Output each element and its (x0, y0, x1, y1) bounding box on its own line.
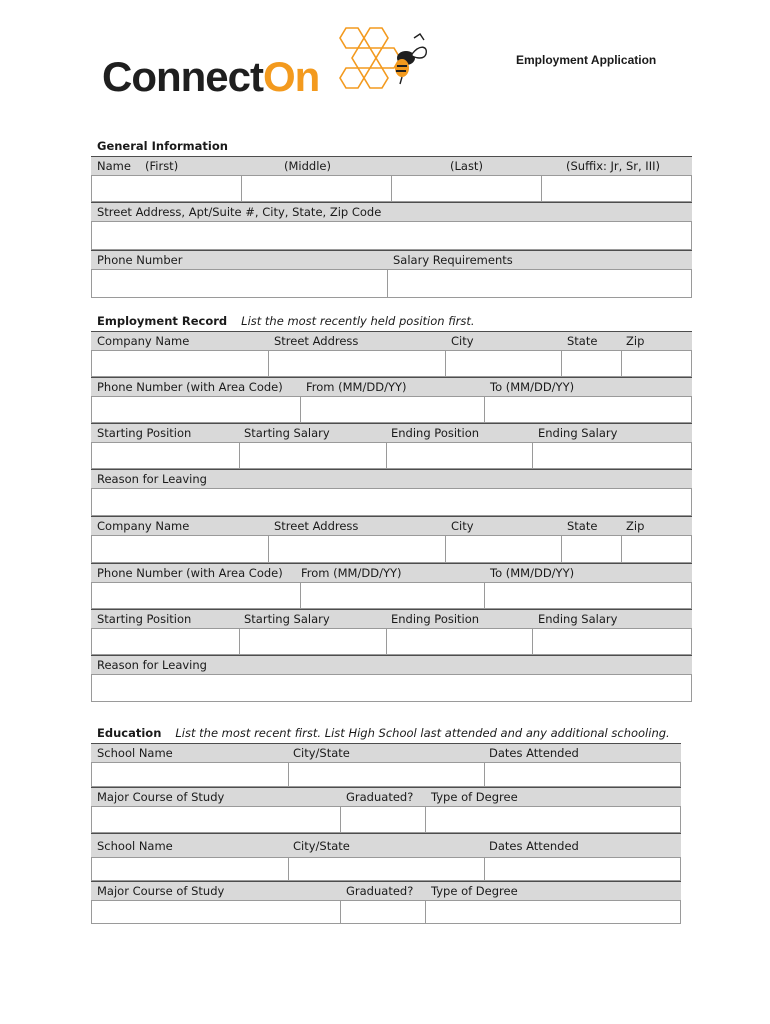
school-label-row-1 (91, 743, 681, 762)
company-name-input[interactable] (92, 536, 268, 562)
logo-wordmark: ConnectOn (102, 53, 320, 100)
city-label: City (451, 334, 474, 348)
employer-phone-input[interactable] (92, 583, 300, 608)
employer-phone-input[interactable] (92, 397, 300, 422)
from-date-input[interactable] (300, 583, 485, 608)
street-address-label: Street Address (274, 334, 359, 348)
school-name-input[interactable] (92, 763, 288, 786)
first-name-input[interactable] (92, 176, 241, 201)
graduated-label: Graduated? (346, 884, 414, 898)
honeycomb-bee-icon (334, 24, 434, 104)
major-input-row-1 (91, 806, 681, 833)
company-name-input[interactable] (92, 351, 268, 376)
from-date-label: From (MM/DD/YY) (301, 566, 402, 580)
document-title: Employment Application (516, 53, 657, 67)
position-label-row-1 (91, 423, 692, 442)
state-label: State (567, 334, 598, 348)
position-label-row-2 (91, 609, 692, 628)
city-input[interactable] (445, 351, 562, 376)
education-note: List the most recent first. List High School last attended and any additional schooling. (175, 726, 670, 740)
ending-position-label: Ending Position (391, 426, 480, 440)
last-name-label: (Last) (450, 159, 483, 173)
phone-dates-label-row-2 (91, 563, 692, 582)
ending-salary-label: Ending Salary (538, 426, 618, 440)
major-label-row-2 (91, 881, 681, 900)
city-state-input[interactable] (288, 763, 485, 786)
zip-label: Zip (626, 334, 645, 348)
street-address-input[interactable] (268, 351, 446, 376)
dates-attended-input[interactable] (484, 763, 680, 786)
general-information-heading: General Information (97, 139, 228, 153)
employment-note: List the most recently held position first. (241, 314, 475, 328)
company-name-label: Company Name (97, 334, 190, 348)
city-input[interactable] (445, 536, 562, 562)
connecton-logo (102, 24, 432, 104)
school-input-row-2 (91, 857, 681, 881)
graduated-input[interactable] (340, 807, 426, 832)
education-heading: Education List the most recent first. List High School last attended and any additional schooling. (97, 726, 670, 740)
ending-salary-input[interactable] (532, 629, 691, 654)
ending-position-input[interactable] (386, 443, 533, 468)
reason-label-row-2 (91, 655, 692, 674)
dates-attended-label: Dates Attended (489, 839, 579, 853)
address-label: Street Address, Apt/Suite #, City, State, Zip Code (97, 205, 382, 219)
phone-salary-label-row (91, 250, 692, 269)
state-input[interactable] (561, 536, 622, 562)
school-input-row-1 (91, 762, 681, 787)
starting-position-label: Starting Position (97, 612, 192, 626)
salary-requirements-label: Salary Requirements (393, 253, 513, 267)
phone-label: Phone Number (97, 253, 183, 267)
company-label-row-1 (91, 331, 692, 350)
major-input[interactable] (92, 807, 340, 832)
city-state-label: City/State (293, 746, 350, 760)
major-label-row-1 (91, 787, 681, 806)
name-label-row (91, 156, 692, 175)
from-date-input[interactable] (300, 397, 485, 422)
starting-salary-input[interactable] (239, 443, 387, 468)
degree-type-input[interactable] (425, 901, 680, 923)
employer-phone-label: Phone Number (with Area Code) (97, 380, 283, 394)
city-label: City (451, 519, 474, 533)
reason-label-row-1 (91, 469, 692, 488)
starting-position-input[interactable] (92, 443, 239, 468)
street-address-input[interactable] (268, 536, 446, 562)
employment-record-heading: Employment Record List the most recently held position first. (97, 314, 475, 328)
company-name-label: Company Name (97, 519, 190, 533)
address-input[interactable] (91, 221, 692, 250)
school-name-input[interactable] (92, 858, 288, 880)
position-input-row-2 (91, 628, 692, 655)
zip-label: Zip (626, 519, 645, 533)
degree-type-input[interactable] (425, 807, 680, 832)
city-state-label: City/State (293, 839, 350, 853)
to-date-input[interactable] (484, 583, 691, 608)
phone-input[interactable] (92, 270, 387, 297)
name-label: Name (97, 159, 131, 173)
reason-for-leaving-input[interactable] (91, 674, 692, 702)
company-label-row-2 (91, 516, 692, 535)
suffix-input[interactable] (541, 176, 691, 201)
company-input-row-1 (91, 350, 692, 377)
degree-type-label: Type of Degree (431, 790, 518, 804)
school-label-row-2 (91, 833, 681, 857)
dates-attended-input[interactable] (484, 858, 680, 880)
state-input[interactable] (561, 351, 622, 376)
reason-for-leaving-input[interactable] (91, 488, 692, 516)
middle-name-input[interactable] (241, 176, 392, 201)
employer-phone-label: Phone Number (with Area Code) (97, 566, 283, 580)
starting-position-label: Starting Position (97, 426, 192, 440)
starting-salary-input[interactable] (239, 629, 387, 654)
school-name-label: School Name (97, 839, 173, 853)
suffix-label: (Suffix: Jr, Sr, III) (566, 159, 660, 173)
reason-for-leaving-label: Reason for Leaving (97, 658, 207, 672)
address-label-row (91, 202, 692, 221)
position-input-row-1 (91, 442, 692, 469)
state-label: State (567, 519, 598, 533)
street-address-label: Street Address (274, 519, 359, 533)
to-date-input[interactable] (484, 397, 691, 422)
name-input-row (91, 175, 692, 202)
salary-input[interactable] (387, 270, 691, 297)
ending-salary-input[interactable] (532, 443, 691, 468)
phone-dates-input-row-1 (91, 396, 692, 423)
ending-position-label: Ending Position (391, 612, 480, 626)
zip-input[interactable] (621, 536, 691, 562)
ending-salary-label: Ending Salary (538, 612, 618, 626)
degree-type-label: Type of Degree (431, 884, 518, 898)
starting-salary-label: Starting Salary (244, 612, 330, 626)
ending-position-input[interactable] (386, 629, 533, 654)
to-date-label: To (MM/DD/YY) (490, 566, 575, 580)
major-input-row-2 (91, 900, 681, 924)
starting-position-input[interactable] (92, 629, 239, 654)
phone-dates-label-row-1 (91, 377, 692, 396)
zip-input[interactable] (621, 351, 691, 376)
major-input[interactable] (92, 901, 340, 923)
dates-attended-label: Dates Attended (489, 746, 579, 760)
school-name-label: School Name (97, 746, 173, 760)
city-state-input[interactable] (288, 858, 485, 880)
company-input-row-2 (91, 535, 692, 563)
from-date-label: From (MM/DD/YY) (306, 380, 407, 394)
middle-name-label: (Middle) (284, 159, 331, 173)
first-name-label: (First) (145, 159, 179, 173)
reason-for-leaving-label: Reason for Leaving (97, 472, 207, 486)
graduated-label: Graduated? (346, 790, 414, 804)
starting-salary-label: Starting Salary (244, 426, 330, 440)
major-label: Major Course of Study (97, 790, 225, 804)
last-name-input[interactable] (391, 176, 542, 201)
phone-dates-input-row-2 (91, 582, 692, 609)
graduated-input[interactable] (340, 901, 426, 923)
phone-salary-input-row (91, 269, 692, 298)
to-date-label: To (MM/DD/YY) (490, 380, 575, 394)
major-label: Major Course of Study (97, 884, 225, 898)
